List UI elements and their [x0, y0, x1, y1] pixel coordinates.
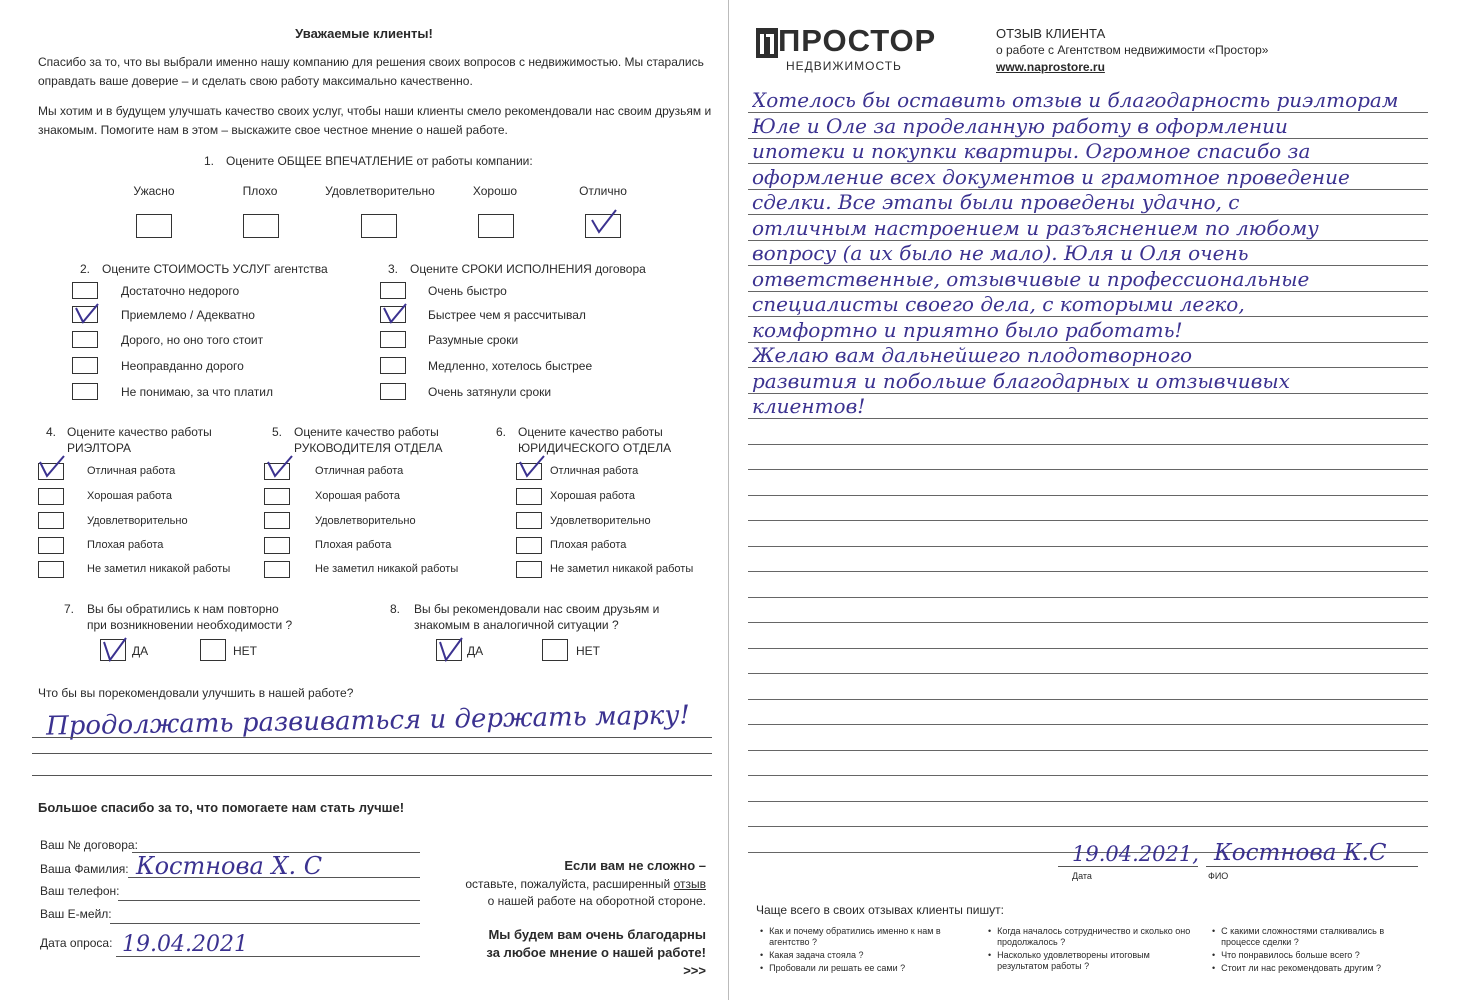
checkmark-icon [34, 452, 68, 480]
intro-text: Спасибо за то, что вы выбрали именно нашу компанию для решения своих вопросов с недвижимостью. Мы старались [38, 55, 704, 69]
aside-text [465, 877, 706, 891]
q1-option-label: Хорошо [472, 184, 518, 198]
review-line [748, 597, 1428, 598]
q6-checkbox[interactable] [516, 488, 542, 505]
q4-option: Не заметил никакой работы [87, 563, 231, 575]
form-title: ОТЗЫВ КЛИЕНТА [996, 26, 1106, 41]
q1-checkbox[interactable] [361, 214, 397, 238]
q3-checkbox[interactable] [380, 331, 406, 348]
q5-label: Оцените качество работы [294, 425, 439, 439]
bullet-icon: • [988, 950, 992, 960]
bullet-icon: • [1212, 950, 1216, 960]
tip-text: Когда началось сотрудничество и сколько оно продолжалось ? [997, 926, 1191, 947]
q1-number: 1. [204, 154, 215, 168]
q4-number: 4. [46, 425, 57, 439]
q4-option: Хорошая работа [87, 490, 172, 502]
review-line [748, 469, 1428, 470]
review-text-line: комфортно и приятно было работать! [752, 317, 1183, 342]
q7-label: при возникновении необходимости ? [87, 618, 293, 632]
q2-checkbox[interactable] [72, 282, 98, 299]
q6-checkbox[interactable] [516, 561, 542, 578]
checkmark-icon [98, 634, 130, 664]
review-line [748, 724, 1428, 725]
bullet-icon: • [760, 926, 764, 936]
q6-checkbox[interactable] [516, 537, 542, 554]
review-line [748, 265, 1428, 266]
review-text-line: развития и побольше благодарных и отзывчивых [752, 368, 1290, 393]
improve-answer[interactable]: Продолжать развиваться и держать марку! [45, 700, 691, 742]
surname-label: Ваша Фамилия: [40, 862, 129, 876]
survey-date-label: Дата опроса: [40, 936, 113, 950]
q7-no-label: НЕТ [233, 644, 257, 658]
q5-option: Удовлетворительно [315, 515, 416, 527]
field-line [110, 923, 420, 924]
review-line [748, 571, 1428, 572]
review-line [748, 699, 1428, 700]
q5-option: Отличная работа [315, 465, 404, 477]
review-line [748, 291, 1428, 292]
tip-item [988, 926, 1198, 948]
aside-text: о нашей работе на оборотной стороне. [487, 894, 706, 908]
logo-text: ПРОСТОР [778, 23, 937, 58]
q2-option: Приемлемо / Адекватно [121, 308, 255, 322]
review-line [748, 622, 1428, 623]
q4-option: Отличная работа [87, 465, 176, 477]
q2-option: Дорого, но оно того стоит [121, 333, 264, 347]
q3-option: Быстрее чем я рассчитывал [428, 308, 586, 322]
q3-label: Оцените СРОКИ ИСПОЛНЕНИЯ договора [410, 262, 646, 276]
signature-line [1206, 866, 1418, 867]
q1-checkbox[interactable] [243, 214, 279, 238]
q6-label: ЮРИДИЧЕСКОГО ОТДЕЛА [518, 441, 672, 455]
date-caption: Дата [1072, 871, 1092, 881]
q5-label: РУКОВОДИТЕЛЯ ОТДЕЛА [294, 441, 443, 455]
tip-text: Стоит ли нас рекомендовать другим ? [1221, 963, 1382, 973]
bullet-icon: • [988, 926, 992, 936]
checkmark-icon [514, 452, 548, 480]
review-line [748, 418, 1428, 419]
q3-option: Очень затянули сроки [428, 385, 552, 399]
q5-number: 5. [272, 425, 283, 439]
website-link[interactable]: www.naprostore.ru [996, 60, 1105, 74]
q5-checkbox[interactable] [264, 561, 290, 578]
tip-text: Что понравилось больше всего ? [1221, 950, 1360, 960]
q3-checkbox[interactable] [380, 383, 406, 400]
review-text-line: вопросу (а их было не мало). Юля и Оля очень [752, 241, 1249, 265]
review-line [748, 316, 1428, 317]
signature-name[interactable]: Костнова К.С [1214, 840, 1387, 866]
q3-option: Разумные сроки [428, 333, 519, 347]
review-line [748, 367, 1428, 368]
q4-checkbox[interactable] [38, 512, 64, 529]
page-divider [728, 0, 729, 1000]
q5-option: Плохая работа [315, 539, 392, 551]
review-line [748, 673, 1428, 674]
tip-item [760, 963, 980, 974]
q3-number: 3. [388, 262, 399, 276]
q7-yes-label: ДА [132, 644, 149, 658]
tips-column [988, 926, 1198, 972]
tip-text: Какая задача стояла ? [769, 950, 864, 960]
review-text-line: Юле и Оле за проделанную работу в оформлении [752, 113, 1288, 138]
review-text-line: Желаю вам дальнейшего плодотворного [752, 343, 1193, 367]
checkmark-icon [434, 634, 466, 664]
review-text-line: ипотеки и покупки квартиры. Огромное спасибо за [752, 139, 1311, 163]
q3-option: Медленно, хотелось быстрее [428, 359, 593, 373]
form-subtitle: о работе с Агентством недвижимости «Простор» [996, 43, 1269, 57]
q3-option: Очень быстро [428, 284, 507, 298]
q6-option: Отличная работа [550, 465, 639, 477]
survey-date-value[interactable]: 19.04.2021 [122, 932, 248, 957]
q6-option: Не заметил никакой работы [550, 563, 694, 575]
intro-text: оправдать ваше доверие – и сделать свою работу максимально качественно. [38, 74, 473, 88]
review-line [748, 138, 1428, 139]
review-text-line: Хотелось бы оставить отзыв и благодарность риэлторам [752, 88, 1399, 112]
q1-checkbox[interactable] [478, 214, 514, 238]
q3-checkbox[interactable] [380, 357, 406, 374]
field-line [116, 956, 420, 957]
checkmark-icon [72, 300, 102, 326]
q2-checkbox[interactable] [72, 331, 98, 348]
review-line [748, 546, 1428, 547]
review-line [748, 189, 1428, 190]
field-line [118, 900, 420, 901]
tip-text: Насколько удовлетворены итоговым результатом работы ? [997, 950, 1150, 971]
q7-label: Вы бы обратились к нам повторно [87, 602, 279, 616]
review-line [748, 750, 1428, 751]
review-line [748, 648, 1428, 649]
q2-label: Оцените СТОИМОСТЬ УСЛУГ агентства [102, 262, 328, 276]
review-text-line: оформление всех документов и грамотное проведение [752, 164, 1350, 189]
review-line [748, 214, 1428, 215]
improve-label: Что бы вы порекомендовали улучшить в нашей работе? [38, 686, 354, 700]
q5-option: Хорошая работа [315, 490, 400, 502]
q8-yes-label: ДА [467, 644, 484, 658]
checkmark-icon [380, 300, 410, 326]
review-line [748, 342, 1428, 343]
q1-label: Оцените ОБЩЕЕ ВПЕЧАТЛЕНИЕ от работы компании: [226, 154, 533, 168]
email-label: Ваш Е-мейл: [40, 907, 112, 921]
tips-title: Чаще всего в своих отзывах клиенты пишут: [756, 903, 1004, 917]
tip-item [1212, 926, 1412, 948]
answer-line [32, 737, 712, 738]
q8-label: Вы бы рекомендовали нас своим друзьям и [414, 602, 660, 616]
q6-label: Оцените качество работы [518, 425, 663, 439]
tip-text: Пробовали ли решать ее сами ? [769, 963, 906, 973]
q2-checkbox[interactable] [72, 357, 98, 374]
q5-checkbox[interactable] [264, 488, 290, 505]
logo-mark-icon [756, 28, 778, 58]
contract-label: Ваш № договора: [40, 838, 138, 852]
q8-no-checkbox[interactable] [542, 639, 568, 661]
aside-heading: Если вам не сложно – [564, 858, 706, 873]
review-line [748, 495, 1428, 496]
tip-text: Как и почему обратились именно к нам в агентство ? [769, 926, 941, 947]
aside-thanks: Мы будем вам очень благодарны [488, 927, 706, 942]
q2-number: 2. [80, 262, 91, 276]
q4-checkbox[interactable] [38, 488, 64, 505]
q6-option: Удовлетворительно [550, 515, 651, 527]
field-line [128, 877, 420, 878]
q4-option: Удовлетворительно [87, 515, 188, 527]
arrows-icon: >>> [683, 963, 706, 978]
answer-line [32, 753, 712, 754]
bullet-icon: • [1212, 963, 1216, 973]
q1-option-label: Удовлетворительно [325, 184, 435, 198]
review-line [748, 801, 1428, 802]
review-line [748, 393, 1428, 394]
bullet-icon: • [760, 950, 764, 960]
q6-checkbox[interactable] [516, 512, 542, 529]
review-text-line: отличным настроением и разъяснением по любому [752, 215, 1319, 240]
q7-no-checkbox[interactable] [200, 639, 226, 661]
name-caption: ФИО [1208, 871, 1229, 881]
review-text-line: ответственные, отзывчивые и профессиональные [752, 266, 1310, 291]
tip-item [988, 950, 1198, 972]
tip-text: С какими сложностями сталкивались в процессе сделки ? [1221, 926, 1385, 947]
review-text-line: специалисты своего дела, с которыми легко, [752, 292, 1245, 316]
q2-option: Не понимаю, за что платил [121, 385, 274, 399]
q8-label: знакомым в аналогичной ситуации ? [414, 618, 619, 632]
q6-option: Хорошая работа [550, 490, 635, 502]
aside-text-part: оставьте, пожалуйста, расширенный [465, 877, 671, 891]
review-line [748, 240, 1428, 241]
tip-item [1212, 963, 1412, 974]
review-line [748, 775, 1428, 776]
q7-number: 7. [64, 602, 75, 616]
review-line [748, 520, 1428, 521]
review-line [748, 112, 1428, 113]
tips-column [760, 926, 980, 974]
review-text-line: сделки. Все этапы были проведены удачно, с [752, 190, 1240, 214]
review-line [748, 163, 1428, 164]
review-line [748, 444, 1428, 445]
q2-checkbox[interactable] [72, 383, 98, 400]
q4-label: Оцените качество работы [67, 425, 212, 439]
thanks-text: Большое спасибо за то, что помогаете нам стать лучше! [38, 800, 405, 815]
q6-number: 6. [496, 425, 507, 439]
q2-option: Достаточно недорого [121, 284, 240, 298]
logo-subtext: НЕДВИЖИМОСТЬ [786, 59, 902, 73]
q1-checkbox[interactable] [136, 214, 172, 238]
signature-line [1058, 866, 1198, 867]
tip-item [1212, 950, 1412, 961]
q5-checkbox[interactable] [264, 512, 290, 529]
q8-number: 8. [390, 602, 401, 616]
intro-text: Мы хотим и в будущем улучшать качество своих услуг, чтобы наши клиенты смело рекомендовали нас своим друзьям и [38, 104, 712, 118]
aside-thanks: за любое мнение о нашей работе! [486, 945, 706, 960]
surname-value[interactable]: Костнова Х. С [136, 852, 323, 880]
answer-line [32, 775, 712, 776]
q3-checkbox[interactable] [380, 282, 406, 299]
q1-option-label: Плохо [242, 184, 278, 198]
q4-checkbox[interactable] [38, 537, 64, 554]
q4-checkbox[interactable] [38, 561, 64, 578]
q2-option: Неоправданно дорого [121, 359, 244, 373]
intro-text: знакомым. Помогите нам в этом – выскажите свое честное мнение о нашей работе. [38, 123, 508, 137]
page-heading: Уважаемые клиенты! [295, 26, 433, 41]
phone-label: Ваш телефон: [40, 884, 120, 898]
bullet-icon: • [1212, 926, 1216, 936]
review-link[interactable]: отзыв [673, 877, 706, 891]
q8-no-label: НЕТ [576, 644, 600, 658]
q5-checkbox[interactable] [264, 537, 290, 554]
q5-option: Не заметил никакой работы [315, 563, 459, 575]
checkmark-icon [262, 452, 296, 480]
signature-date[interactable]: 19.04.2021, [1072, 842, 1199, 866]
bullet-icon: • [760, 963, 764, 973]
q4-option: Плохая работа [87, 539, 164, 551]
tip-item [760, 950, 980, 961]
q1-option-label: Отлично [579, 184, 627, 198]
q6-option: Плохая работа [550, 539, 627, 551]
tip-item [760, 926, 980, 948]
q4-label: РИЭЛТОРА [67, 441, 132, 455]
q1-option-label: Ужасно [133, 184, 175, 198]
tips-column [1212, 926, 1412, 974]
review-text-line: клиентов! [752, 394, 866, 418]
checkmark-icon [586, 206, 626, 236]
review-line [748, 826, 1428, 827]
